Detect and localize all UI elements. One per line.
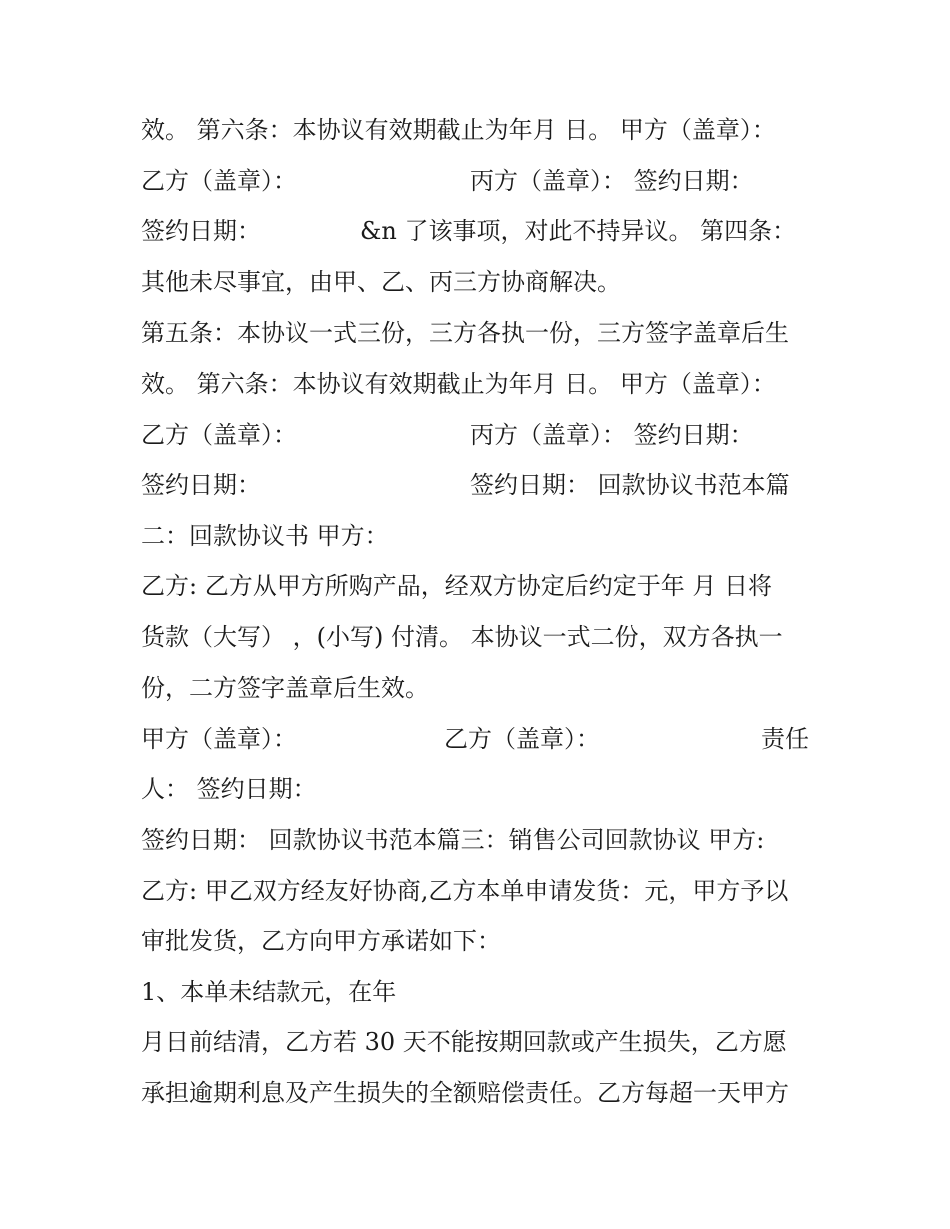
text-segment: 丙方（盖章）： 签约日期： [470,421,754,449]
text-segment: 签约日期： 回款协议书范本篇三：销售公司回款协议 甲方: [141,826,765,854]
text-segment: 乙方（盖章）： [444,725,600,753]
text-segment: 效。 第六条：本协议有效期截止为年月 日。 甲方（盖章）： [141,116,776,144]
text-segment: 乙方（盖章）： [141,421,297,449]
text-segment: 签约日期： [141,217,261,245]
text-segment: 承担逾期利息及产生损失的全额赔偿责任。乙方每超一天甲方 [141,1079,789,1107]
text-segment: 1、本单未结款元，在年 [141,978,397,1006]
text-segment: 乙方: 乙方从甲方所购产品，经双方协定后约定于年 月 日将 [141,572,772,600]
text-segment: 乙方（盖章）： [141,167,297,195]
text-segment: 签约日期： 回款协议书范本篇 [470,471,790,499]
text-segment: 其他未尽事宜，由甲、乙、丙三方协商解决。 [141,268,621,296]
text-segment: 审批发货，乙方向甲方承诺如下： [141,927,501,955]
text-segment: 人： 签约日期： [141,775,317,803]
text-segment: 月日前结清，乙方若 30 天不能按期回款或产生损失，乙方愿 [141,1028,787,1056]
text-segment: 乙方: 甲乙双方经友好协商,乙方本单申请发货：元，甲方予以 [141,877,789,905]
text-segment: 效。 第六条：本协议有效期截止为年月 日。 甲方（盖章）： [141,370,776,398]
text-segment: 份，二方签字盖章后生效。 [141,674,429,702]
text-segment: 丙方（盖章）： 签约日期： [470,167,754,195]
text-segment: &n 了该事项，对此不持异议。 第四条： [360,217,797,245]
text-segment: 货款（大写） ，(小写) 付清。 本协议一式二份，双方各执一 [141,623,783,651]
text-segment: 第五条：本协议一式三份，三方各执一份，三方签字盖章后生 [141,319,789,347]
text-segment: 二：回款协议书 甲方： [141,522,389,550]
text-segment: 甲方（盖章）： [141,725,297,753]
text-segment: 签约日期： [141,471,261,499]
text-segment: 责任 [761,725,809,753]
